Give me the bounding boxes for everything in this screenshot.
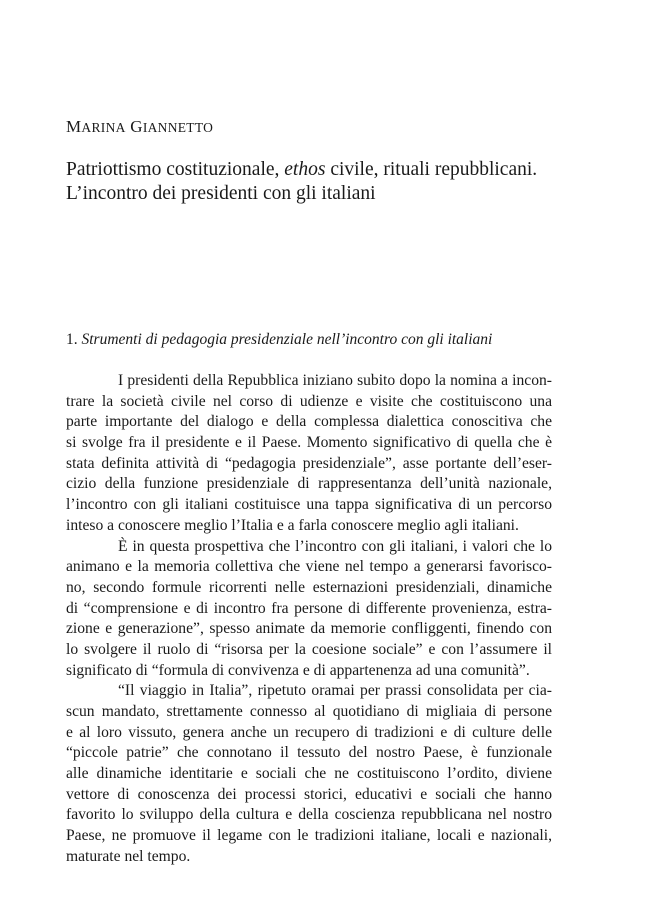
text-line: alle dinamiche identitarie e sociali che ne costituiscono l’ordito, diviene: [66, 765, 552, 783]
title-line-1: [66, 158, 606, 182]
section-title: Strumenti di pedagogia presidenziale nell’incontro con gli italiani: [81, 331, 493, 348]
text-line: zione e generazione”, spesso animate da memorie confliggenti, finendo con: [66, 620, 552, 638]
text-line: animano e la memoria collettiva che viene nel tempo a generarsi favorisco-: [66, 558, 552, 576]
title-line-1-italic: ethos: [284, 159, 326, 180]
title-line-2: L’incontro dei presidenti con gli italiani: [66, 183, 376, 204]
text-line: “Il viaggio in Italia”, ripetuto oramai per prassi consolidata per cia-: [118, 682, 552, 700]
author-last-rest: IANNETTO: [142, 120, 214, 135]
text-line: cizio della funzione presidenziale di rappresentanza dell’unità nazionale,: [66, 475, 552, 493]
section-heading: [66, 331, 492, 349]
section-number: 1.: [66, 331, 82, 348]
text-line: e al loro vissuto, genera anche un recupero di tradizioni e di culture delle: [66, 723, 552, 741]
body-text: [66, 371, 552, 868]
text-line: favorito lo sviluppo della cultura e della coscienza repubblicana nel nostro: [66, 806, 552, 824]
text-line: È in questa prospettiva che l’incontro con gli italiani, i valori che lo: [118, 537, 552, 555]
text-line: scun mandato, strettamente connesso al quotidiano di migliaia di persone: [66, 703, 552, 720]
text-line: stata definita attività di “pedagogia presidenziale”, asse portante dell’eser-: [66, 454, 552, 472]
text-line: si svolge fra il presidente e il Paese. Momento significativo di quella che è: [66, 434, 552, 452]
article-title: [66, 158, 606, 206]
text-line: significato di “formula di convivenza e di appartenenza ad una comunità”.: [66, 661, 530, 679]
text-line: di “comprensione e di incontro fra persone di differente provenienza, estra-: [66, 599, 552, 617]
author-first-rest: ARINA: [81, 120, 126, 135]
paragraph-3: [66, 681, 552, 867]
title-line-1-before: Patriottismo costituzionale,: [66, 159, 285, 180]
paragraph-1: [66, 371, 552, 537]
text-line: inteso a conoscere meglio l’Italia e a farla conoscere meglio agli italiani.: [66, 516, 519, 534]
text-line: no, secondo formule ricorrenti nelle esternazioni presidenziali, dinamiche: [66, 578, 552, 596]
paragraph-2: [66, 537, 552, 682]
text-line: lo svolgere il ruolo di “risorsa per la coesione sociale” e con l’assumere il: [66, 640, 552, 658]
text-line: vettore di conoscenza dei processi storici, educativi e sociali che hanno: [66, 785, 552, 803]
text-line: l’incontro con gli italiani costituisce una tappa significativa di un percorso: [66, 496, 552, 514]
text-line: “piccole patrie” che connotano il tessuto del nostro Paese, è funzionale: [66, 744, 552, 762]
text-line: Paese, ne promuove il legame con le tradizioni italiane, locali e nazionali,: [66, 827, 552, 845]
title-line-1-after: civile, rituali repubblicani.: [325, 159, 538, 180]
text-line: parte importante del dialogo e della complessa dialettica conoscitiva che: [66, 413, 552, 431]
author-last-initial: G: [130, 117, 143, 136]
author-name: [66, 117, 213, 137]
author-first-initial: M: [66, 117, 82, 136]
text-line: maturate nel tempo.: [66, 847, 191, 865]
text-line: trare la società civile nel corso di udienze e visite che costituiscono una: [66, 392, 552, 410]
text-line: I presidenti della Repubblica iniziano subito dopo la nomina a incon-: [118, 372, 552, 389]
